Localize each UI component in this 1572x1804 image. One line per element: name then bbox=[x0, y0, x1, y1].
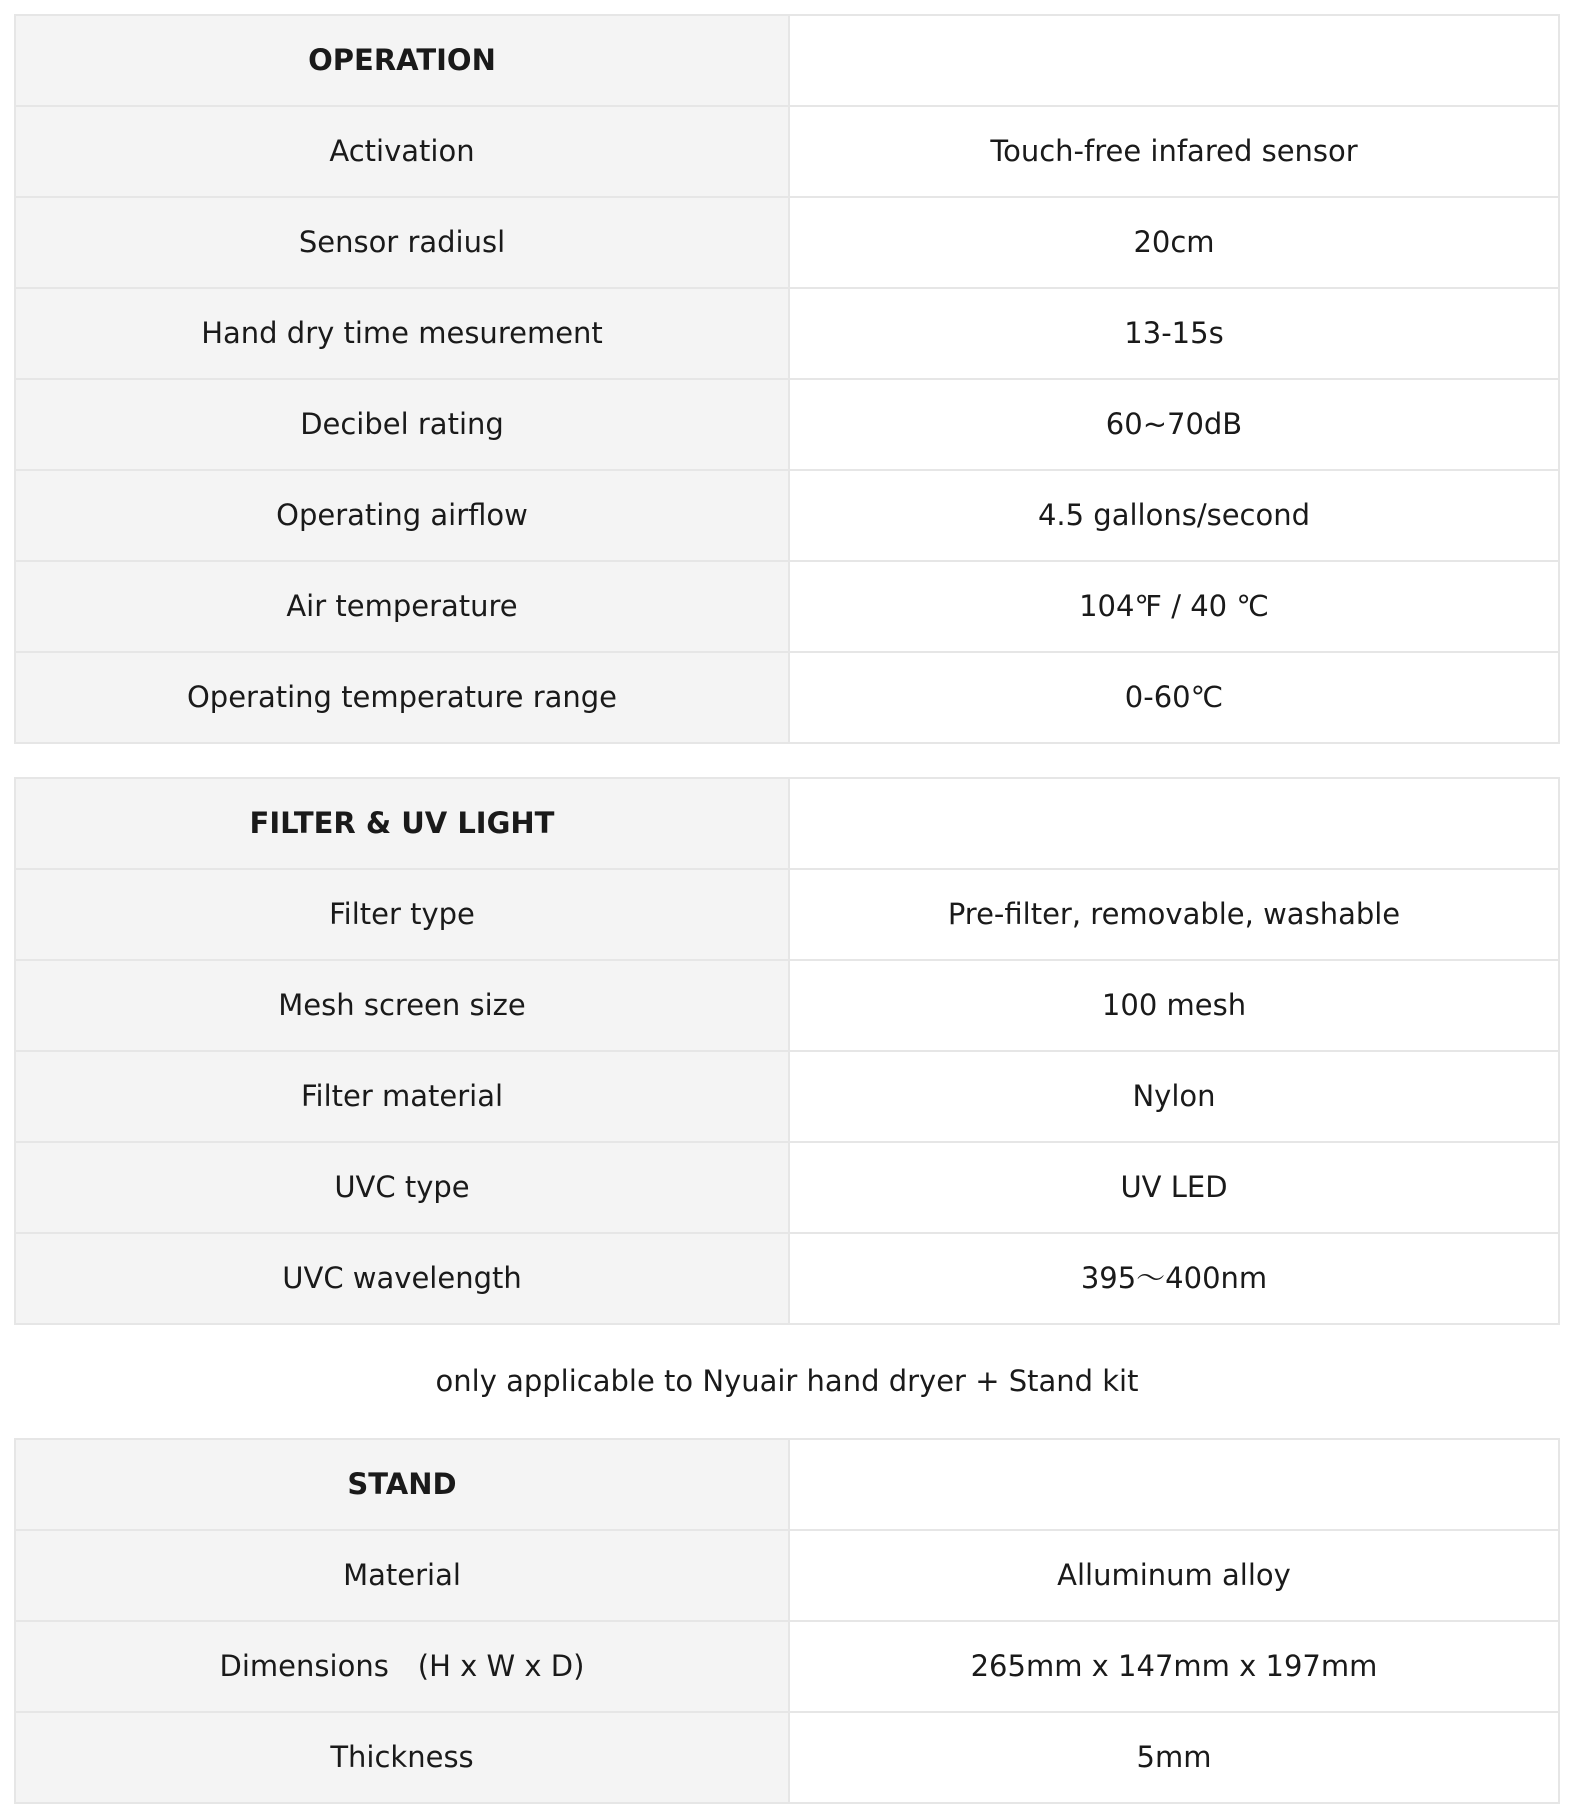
spec-value: 395～400nm bbox=[789, 1233, 1559, 1324]
spec-value: 5mm bbox=[789, 1712, 1559, 1803]
section-title: OPERATION bbox=[15, 15, 789, 106]
spec-label: Dimensions (H x W x D) bbox=[15, 1621, 789, 1712]
stand-table bbox=[14, 1438, 1560, 1804]
section-title: STAND bbox=[15, 1439, 789, 1530]
section-header-row bbox=[15, 1439, 1559, 1530]
spec-row bbox=[15, 1233, 1559, 1324]
spec-sheet bbox=[14, 14, 1560, 1804]
spec-value: UV LED bbox=[789, 1142, 1559, 1233]
spec-value: Pre-filter, removable, washable bbox=[789, 869, 1559, 960]
spec-label: Hand dry time mesurement bbox=[15, 288, 789, 379]
section-title-value bbox=[789, 15, 1559, 106]
spec-row bbox=[15, 561, 1559, 652]
filter-uv-table bbox=[14, 777, 1560, 1325]
spec-row bbox=[15, 1051, 1559, 1142]
spec-label: Operating temperature range bbox=[15, 652, 789, 743]
section-title-value bbox=[789, 778, 1559, 869]
spec-value: Nylon bbox=[789, 1051, 1559, 1142]
spec-row bbox=[15, 1142, 1559, 1233]
spec-value: 265mm x 147mm x 197mm bbox=[789, 1621, 1559, 1712]
spec-label: UVC wavelength bbox=[15, 1233, 789, 1324]
spec-label: Operating airflow bbox=[15, 470, 789, 561]
section-title-value bbox=[789, 1439, 1559, 1530]
spec-value: 20cm bbox=[789, 197, 1559, 288]
spec-label: Decibel rating bbox=[15, 379, 789, 470]
spec-value: 60~70dB bbox=[789, 379, 1559, 470]
spec-label: Air temperature bbox=[15, 561, 789, 652]
spec-value: 13-15s bbox=[789, 288, 1559, 379]
spec-value: 100 mesh bbox=[789, 960, 1559, 1051]
spec-row bbox=[15, 1530, 1559, 1621]
spec-row bbox=[15, 869, 1559, 960]
stand-kit-note: only applicable to Nyuair hand dryer + Stand kit bbox=[435, 1364, 1139, 1398]
spec-row bbox=[15, 106, 1559, 197]
spec-row bbox=[15, 960, 1559, 1051]
spec-label: UVC type bbox=[15, 1142, 789, 1233]
spec-label: Filter type bbox=[15, 869, 789, 960]
spec-label: Sensor radiusl bbox=[15, 197, 789, 288]
spec-label: Mesh screen size bbox=[15, 960, 789, 1051]
spec-value: 4.5 gallons/second bbox=[789, 470, 1559, 561]
spec-row bbox=[15, 652, 1559, 743]
spec-row bbox=[15, 288, 1559, 379]
spec-value: Alluminum alloy bbox=[789, 1530, 1559, 1621]
section-spacer bbox=[14, 744, 1560, 777]
section-header-row bbox=[15, 15, 1559, 106]
spec-row bbox=[15, 1621, 1559, 1712]
section-title: FILTER & UV LIGHT bbox=[15, 778, 789, 869]
spec-label: Thickness bbox=[15, 1712, 789, 1803]
spec-value: Touch-free infared sensor bbox=[789, 106, 1559, 197]
spec-row bbox=[15, 1712, 1559, 1803]
operation-table bbox=[14, 14, 1560, 744]
spec-label: Activation bbox=[15, 106, 789, 197]
spec-row bbox=[15, 379, 1559, 470]
section-header-row bbox=[15, 778, 1559, 869]
spec-row bbox=[15, 470, 1559, 561]
spec-value: 0-60℃ bbox=[789, 652, 1559, 743]
spec-label: Filter material bbox=[15, 1051, 789, 1142]
spec-row bbox=[15, 197, 1559, 288]
spec-label: Material bbox=[15, 1530, 789, 1621]
spec-value: 104℉ / 40 ℃ bbox=[789, 561, 1559, 652]
